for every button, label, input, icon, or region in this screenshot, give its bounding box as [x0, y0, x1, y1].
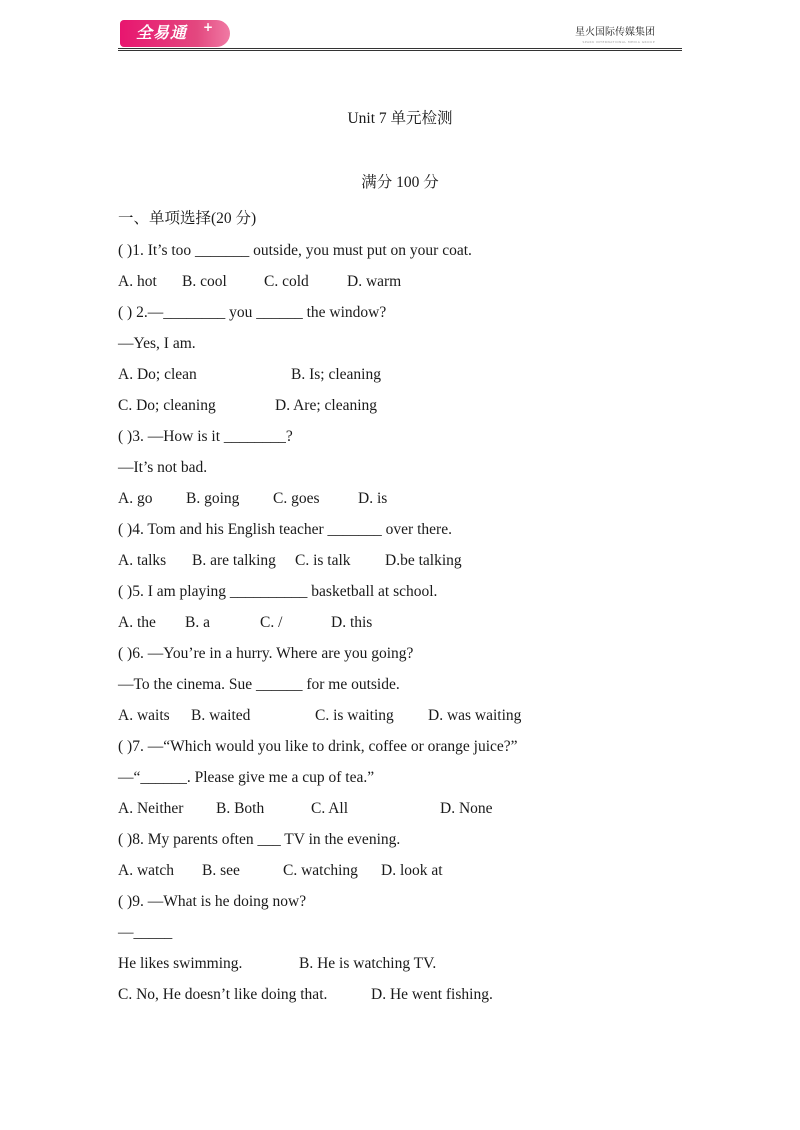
option: C. cold	[264, 273, 309, 290]
question-answer: —To the cinema. Sue ______ for me outside.	[118, 676, 400, 693]
question-stem: ( )4. Tom and his English teacher _______ over there.	[118, 521, 452, 538]
question-answer: —Yes, I am.	[118, 335, 196, 352]
question-stem: ( )5. I am playing __________ basketball at school.	[118, 583, 438, 600]
question-stem: ( ) 2.—________ you ______ the window?	[118, 304, 387, 321]
option: A. Neither	[118, 800, 184, 817]
option: B. cool	[182, 273, 227, 290]
options-row	[118, 798, 718, 829]
option: C. goes	[273, 490, 320, 507]
question-answer: —It’s not bad.	[118, 459, 208, 476]
publisher-name: 星火国际传媒集团	[575, 27, 655, 38]
section-heading: 一、单项选择(20 分)	[118, 210, 257, 227]
question-list	[118, 240, 718, 1015]
logo-plus: +	[203, 20, 214, 34]
question-answer: —_____	[118, 924, 173, 941]
question-stem: ( )8. My parents often ___ TV in the evening.	[118, 831, 401, 848]
option: C. watching	[283, 862, 358, 879]
options-row	[118, 705, 718, 736]
question-stem: ( )9. —What is he doing now?	[118, 893, 307, 910]
option: D. look at	[381, 862, 443, 879]
question-answer: —“______. Please give me a cup of tea.”	[118, 769, 375, 786]
options-row	[118, 984, 718, 1015]
option: C. is talk	[295, 552, 351, 569]
option: C. /	[260, 614, 283, 631]
publisher-subtitle: SPARK INTERNATIONAL MEDIA GROUP	[582, 40, 655, 44]
option: B. going	[186, 490, 240, 507]
option: B. Is; cleaning	[291, 366, 381, 383]
option: B. see	[202, 862, 240, 879]
option: A. waits	[118, 707, 170, 724]
option: A. go	[118, 490, 153, 507]
option: D. this	[331, 614, 373, 631]
option: A. the	[118, 614, 156, 631]
option: B. Both	[216, 800, 265, 817]
option: B. are talking	[192, 552, 276, 569]
option: A. talks	[118, 552, 167, 569]
page-title: Unit 7 单元检测	[347, 110, 453, 127]
options-row	[118, 395, 718, 426]
option: B. waited	[191, 707, 251, 724]
option: C. is waiting	[315, 707, 394, 724]
options-row	[118, 364, 718, 395]
option: C. No, He doesn’t like doing that.	[118, 986, 328, 1003]
option: He likes swimming.	[118, 955, 243, 972]
question-stem: ( )6. —You’re in a hurry. Where are you going?	[118, 645, 414, 662]
options-row	[118, 488, 718, 519]
logo-text: 全易通	[136, 23, 188, 42]
question-stem: ( )3. —How is it ________?	[118, 428, 293, 445]
option: B. He is watching TV.	[299, 955, 437, 972]
option: C. All	[311, 800, 349, 817]
options-row	[118, 953, 718, 984]
options-row	[118, 612, 718, 643]
option: D. is	[358, 490, 388, 507]
header-rule-2	[118, 50, 682, 51]
option: D.be talking	[385, 552, 462, 569]
question-stem: ( )7. —“Which would you like to drink, coffee or orange juice?”	[118, 738, 518, 755]
option: B. a	[185, 614, 210, 631]
full-score: 满分 100 分	[361, 174, 439, 191]
options-row	[118, 550, 718, 581]
options-row	[118, 860, 718, 891]
option: A. watch	[118, 862, 174, 879]
header-rule	[118, 48, 682, 49]
question-stem: ( )1. It’s too _______ outside, you must put on your coat.	[118, 242, 472, 259]
options-row	[118, 271, 718, 302]
option: D. was waiting	[428, 707, 522, 724]
option: D. warm	[347, 273, 402, 290]
option: D. Are; cleaning	[275, 397, 378, 414]
option: A. Do; clean	[118, 366, 197, 383]
option: D. None	[440, 800, 493, 817]
option: C. Do; cleaning	[118, 397, 216, 414]
page-header	[0, 0, 800, 60]
option: A. hot	[118, 273, 157, 290]
option: D. He went fishing.	[371, 986, 493, 1003]
